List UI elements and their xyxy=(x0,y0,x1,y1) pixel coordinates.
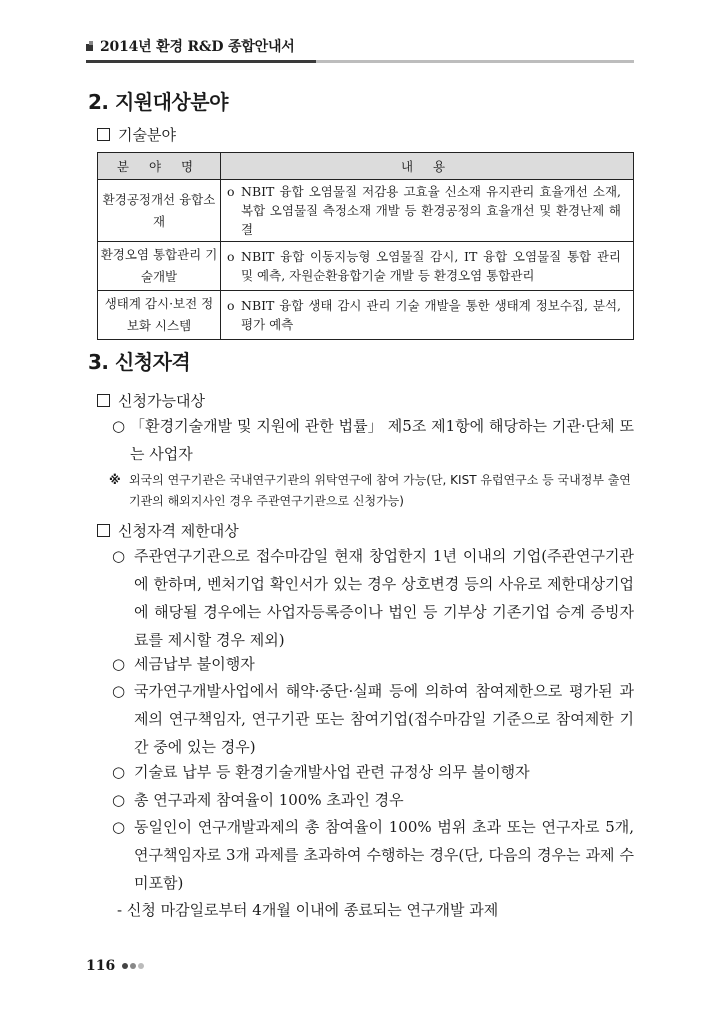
table-header-row xyxy=(98,153,634,180)
restrict-text: 동일인이 연구개발과제의 총 참여율이 100% 범위 초과 또는 연구자로 5개, 연구책임자로 3개 과제를 초과하여 수행하는 경우(단, 다음의 경우는 과제 수 미포함) xyxy=(134,818,634,892)
restrict-item xyxy=(112,758,634,786)
row-content-text: NBIT 융합 이동지능형 오염물질 감시, IT 융합 오염물질 통합 관리 및 예측, 자원순환융합기술 개발 등 환경오염 통합관리 xyxy=(241,249,621,283)
bullet-icon: ○ xyxy=(112,763,126,781)
restrict-text: 기술료 납부 등 환경기술개발사업 관련 규정상 의무 불이행자 xyxy=(134,763,530,781)
restrict-text: 총 연구과제 참여율이 100% 초과인 경우 xyxy=(134,791,404,809)
header-marker-icon xyxy=(86,44,93,51)
subsection-eligible xyxy=(97,390,205,411)
header-rule-light xyxy=(316,60,634,63)
restrict-item xyxy=(112,542,634,654)
restrict-item xyxy=(112,677,634,761)
checkbox-square-icon xyxy=(97,394,110,407)
restrict-text: 국가연구개발사업에서 해약·중단·실패 등에 의하여 참여제한으로 평가된 과제의 연구책임자, 연구기관 또는 참여기업(접수마감일 기준으로 참여제한 기간 중에 있는 경우) xyxy=(134,682,634,756)
header-title: 2014년 환경 R&D 종합안내서 xyxy=(100,39,295,55)
bullet-icon: o xyxy=(227,298,235,313)
subsection-restrict xyxy=(97,520,239,541)
row-content xyxy=(221,180,634,242)
restrict-item xyxy=(112,650,634,678)
table-row xyxy=(98,291,634,340)
checkbox-square-icon xyxy=(97,524,110,537)
header-rule-dark xyxy=(86,60,316,63)
note xyxy=(109,470,637,512)
row-field-name: 생태계 감시·보전 정보화 시스템 xyxy=(98,291,221,340)
eligible-item xyxy=(112,412,634,468)
dash-item-text: - 신청 마감일로부터 4개월 이내에 종료되는 연구개발 과제 xyxy=(117,901,499,919)
section-2-title: 2. 지원대상분야 xyxy=(88,90,228,114)
subsection-label: 기술분야 xyxy=(118,126,176,144)
dot-icon xyxy=(122,963,128,969)
dot-icon xyxy=(138,963,144,969)
subsection-label: 신청자격 제한대상 xyxy=(118,522,239,540)
row-field-name: 환경공정개선 융합소재 xyxy=(98,180,221,242)
header-field-name: 분 야 명 xyxy=(98,153,221,180)
bullet-icon: ○ xyxy=(112,655,126,673)
row-content xyxy=(221,291,634,340)
subsection-label: 신청가능대상 xyxy=(118,392,205,410)
row-content-text: NBIT 융합 생태 감시 관리 기술 개발을 통한 생태계 정보수집, 분석, 평가 예측 xyxy=(241,298,621,332)
subsection-tech-field xyxy=(97,124,176,145)
bullet-icon: ○ xyxy=(112,682,126,700)
table-row xyxy=(98,180,634,242)
eligible-text: 「환경기술개발 및 지원에 관한 법률」 제5조 제1항에 해당하는 기관·단체 또는 사업자 xyxy=(130,417,634,463)
bullet-icon: ○ xyxy=(112,818,126,836)
page-footer xyxy=(86,958,144,974)
bullet-icon: ○ xyxy=(112,417,126,435)
table-row xyxy=(98,242,634,291)
running-header xyxy=(86,36,634,66)
page-number: 116 xyxy=(86,958,116,974)
row-content xyxy=(221,242,634,291)
restrict-text: 세금납부 불이행자 xyxy=(134,655,255,673)
note-text: 외국의 연구기관은 국내연구기관의 위탁연구에 참여 가능(단, KIST 유럽연구소 등 국내정부 출연기관의 해외지사인 경우 주관연구기관으로 신청가능) xyxy=(129,473,631,508)
footer-dots-icon xyxy=(120,958,144,974)
bullet-icon: o xyxy=(227,249,235,264)
section-3-title: 3. 신청자격 xyxy=(88,350,191,374)
bullet-icon: ○ xyxy=(112,547,126,565)
checkbox-square-icon xyxy=(97,128,110,141)
restrict-item xyxy=(112,813,634,897)
bullet-icon: o xyxy=(227,184,235,199)
restrict-text: 주관연구기관으로 접수마감일 현재 창업한지 1년 이내의 기업(주관연구기관에 한하며, 벤처기업 확인서가 있는 경우 상호변경 등의 사유로 제한대상기업에 해당될 경우에는 사업자등록증이나 법인 등 기부상 기존기업 승계 증빙자료를 제시할 경우 제외) xyxy=(134,547,634,649)
row-field-name: 환경오염 통합관리 기술개발 xyxy=(98,242,221,291)
row-content-text: NBIT 융합 오염물질 저감용 고효율 신소재 유지관리 효율개선 소재, 복합 오염물질 측정소재 개발 등 환경공정의 효율개선 및 환경난제 해결 xyxy=(241,184,621,237)
tech-field-table xyxy=(97,152,634,340)
header-content: 내 용 xyxy=(221,153,634,180)
restrict-dash-item xyxy=(117,896,634,924)
dot-icon xyxy=(130,963,136,969)
bullet-icon: ○ xyxy=(112,791,126,809)
restrict-item xyxy=(112,786,634,814)
note-mark: ※ xyxy=(109,473,121,487)
